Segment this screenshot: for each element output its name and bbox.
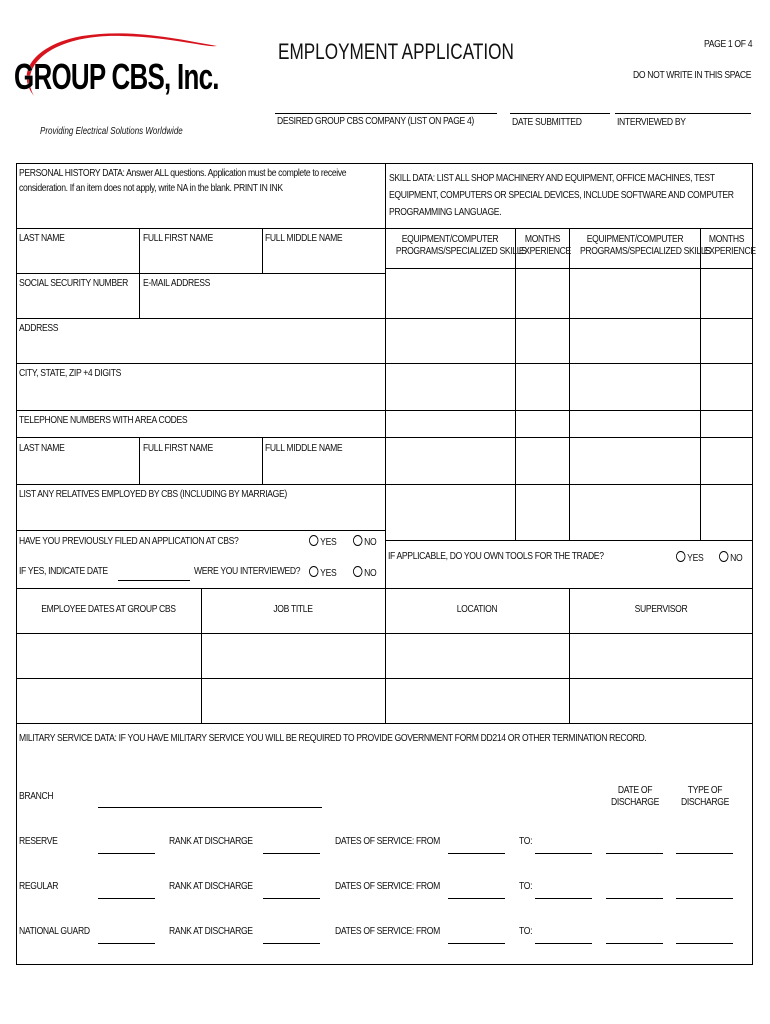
last-name-label-2[interactable]: LAST NAME — [19, 443, 65, 454]
tools-yes[interactable] — [676, 551, 703, 565]
city-state-zip-label[interactable]: CITY, STATE, ZIP +4 DIGITS — [19, 368, 122, 379]
prev-filed-label: HAVE YOU PREVIOUSLY FILED AN APPLICATION AT CBS? — [19, 536, 239, 547]
rank-field-reserve[interactable] — [263, 853, 320, 854]
military-intro: MILITARY SERVICE DATA: IF YOU HAVE MILITARY SERVICE YOU WILL BE REQUIRED TO PROVIDE GOVERNMENT FORM DD214 OR OTHER TERMINATION RECORD. — [19, 733, 647, 744]
no-label: NO — [364, 568, 377, 579]
regular-field[interactable] — [98, 898, 155, 899]
logo-text: GROUP CBS, Inc. — [14, 56, 219, 97]
rank-field-guard[interactable] — [263, 943, 320, 944]
reserve-field[interactable] — [98, 853, 155, 854]
relatives-label[interactable]: LIST ANY RELATIVES EMPLOYED BY CBS (INCLUDING BY MARRIAGE) — [19, 489, 287, 500]
employee-dates-header: EMPLOYEE DATES AT GROUP CBS — [41, 604, 176, 615]
logo-tagline: Providing Electrical Solutions Worldwide — [40, 126, 183, 137]
yes-label: YES — [320, 537, 337, 548]
tools-label: IF APPLICABLE, DO YOU OWN TOOLS FOR THE TRADE? — [388, 551, 604, 562]
discharge-date-reserve[interactable] — [606, 853, 663, 854]
from-field-guard[interactable] — [448, 943, 505, 944]
last-name-label[interactable]: LAST NAME — [19, 233, 65, 244]
interviewed-no[interactable] — [353, 566, 376, 580]
to-field-reserve[interactable] — [535, 853, 592, 854]
skills-intro-2: EQUIPMENT, COMPUTERS OR SPECIAL DEVICES, INCLUDE SOFTWARE AND COMPUTER — [389, 190, 734, 201]
interviewed-label: WERE YOU INTERVIEWED? — [194, 566, 301, 577]
no-label: NO — [364, 537, 377, 548]
radio-icon[interactable] — [676, 551, 685, 562]
do-not-write-note: DO NOT WRITE IN THIS SPACE — [633, 70, 752, 81]
middle-name-label[interactable]: FULL MIDDLE NAME — [265, 233, 343, 244]
col-months-header-1: MONTHS EXPERIENCE — [518, 234, 571, 257]
rank-label-regular: RANK AT DISCHARGE — [169, 881, 253, 892]
skills-intro-3: PROGRAMMING LANGUAGE. — [389, 207, 502, 218]
company-logo — [12, 26, 227, 141]
personal-intro-2: consideration. If an item does not apply, write NA in the blank. PRINT IN INK — [19, 183, 283, 194]
rank-field-regular[interactable] — [263, 898, 320, 899]
col-months-header-2: MONTHS EXPERIENCE — [703, 234, 756, 257]
prev-filed-no[interactable] — [353, 535, 376, 549]
middle-name-label-2[interactable]: FULL MIDDLE NAME — [265, 443, 343, 454]
location-header: LOCATION — [456, 604, 498, 615]
radio-icon[interactable] — [353, 566, 362, 577]
personal-intro: PERSONAL HISTORY DATA: Answer ALL questions. Application must be complete to receive — [19, 168, 347, 179]
type-of-discharge-label: TYPE OF DISCHARGE — [680, 785, 730, 808]
supervisor-header: SUPERVISOR — [634, 604, 688, 615]
first-name-label[interactable]: FULL FIRST NAME — [143, 233, 213, 244]
from-field-reserve[interactable] — [448, 853, 505, 854]
dates-from-label-regular: DATES OF SERVICE: FROM — [335, 881, 440, 892]
to-field-guard[interactable] — [535, 943, 592, 944]
ssn-label[interactable]: SOCIAL SECURITY NUMBER — [19, 278, 129, 289]
radio-icon[interactable] — [309, 566, 318, 577]
discharge-type-regular[interactable] — [676, 898, 733, 899]
interviewed-yes[interactable] — [309, 566, 336, 580]
col-equip-header-1: EQUIPMENT/COMPUTER PROGRAMS/SPECIALIZED SKILLS — [395, 234, 527, 257]
if-yes-date-label: IF YES, INDICATE DATE — [19, 566, 108, 577]
job-title-header: JOB TITLE — [273, 604, 313, 615]
reserve-label: RESERVE — [19, 836, 58, 847]
skills-intro-1: SKILL DATA: LIST ALL SHOP MACHINERY AND EQUIPMENT, OFFICE MACHINES, TEST — [389, 173, 715, 184]
if-yes-date-field[interactable] — [118, 580, 190, 581]
col-equip-header-2: EQUIPMENT/COMPUTER PROGRAMS/SPECIALIZED SKILLS — [579, 234, 711, 257]
from-field-regular[interactable] — [448, 898, 505, 899]
discharge-type-reserve[interactable] — [676, 853, 733, 854]
branch-field[interactable] — [98, 807, 322, 808]
first-name-label-2[interactable]: FULL FIRST NAME — [143, 443, 213, 454]
regular-label: REGULAR — [19, 881, 59, 892]
discharge-type-guard[interactable] — [676, 943, 733, 944]
page-number: PAGE 1 OF 4 — [704, 39, 753, 50]
dates-from-label-guard: DATES OF SERVICE: FROM — [335, 926, 440, 937]
prev-filed-yes[interactable] — [309, 535, 336, 549]
interviewed-by-label: INTERVIEWED BY — [617, 117, 686, 128]
radio-icon[interactable] — [719, 551, 728, 562]
national-guard-label: NATIONAL GUARD — [19, 926, 90, 937]
telephone-label[interactable]: TELEPHONE NUMBERS WITH AREA CODES — [19, 415, 188, 426]
to-label-guard: TO: — [519, 926, 533, 937]
discharge-date-guard[interactable] — [606, 943, 663, 944]
national-guard-field[interactable] — [98, 943, 155, 944]
date-submitted-label: DATE SUBMITTED — [512, 117, 582, 128]
radio-icon[interactable] — [353, 535, 362, 546]
radio-icon[interactable] — [309, 535, 318, 546]
page-title: EMPLOYMENT APPLICATION — [278, 39, 514, 64]
to-label-reserve: TO: — [519, 836, 533, 847]
no-label: NO — [730, 553, 743, 564]
to-label-regular: TO: — [519, 881, 533, 892]
rank-label-reserve: RANK AT DISCHARGE — [169, 836, 253, 847]
branch-label: BRANCH — [19, 791, 54, 802]
email-label[interactable]: E-MAIL ADDRESS — [143, 278, 211, 289]
yes-label: YES — [687, 553, 704, 564]
tools-no[interactable] — [719, 551, 742, 565]
dates-from-label-reserve: DATES OF SERVICE: FROM — [335, 836, 440, 847]
discharge-date-regular[interactable] — [606, 898, 663, 899]
address-label[interactable]: ADDRESS — [19, 323, 59, 334]
desired-company-label: DESIRED GROUP CBS COMPANY (LIST ON PAGE 4) — [277, 116, 474, 127]
yes-label: YES — [320, 568, 337, 579]
date-of-discharge-label: DATE OF DISCHARGE — [610, 785, 660, 808]
rank-label-guard: RANK AT DISCHARGE — [169, 926, 253, 937]
to-field-regular[interactable] — [535, 898, 592, 899]
